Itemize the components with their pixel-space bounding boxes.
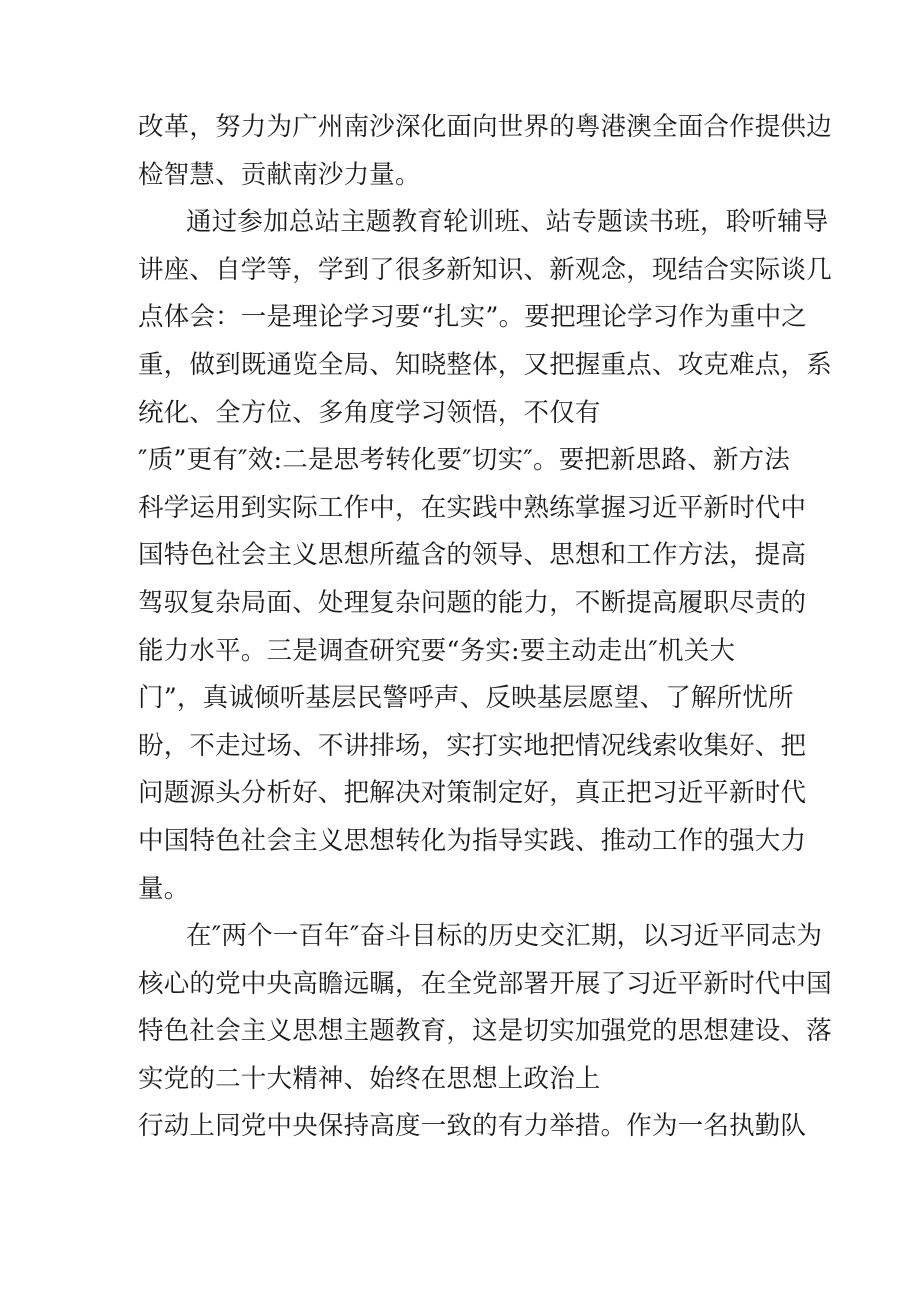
text-line: 能力水平。三是调查研究要“务实:要主动走出″机关大 (138, 635, 736, 666)
text-line: 行动上同党中央保持高度一致的有力举措。作为一名执勤队 (138, 1111, 807, 1142)
text-line: 驾驭复杂局面、处理复杂问题的能力，不断提高履职尽责的 (138, 587, 807, 618)
text-line: 点体会：一是理论学习要“扎实”。要把理论学习作为重中之 (138, 302, 807, 333)
text-line: 改革，努力为广州南沙深化面向世界的粤港澳全面合作提供边 (138, 112, 832, 142)
paragraph-start-line: 在″两个一百年″奋斗目标的历史交汇期，以习近平同志为 (186, 921, 823, 952)
text-line: 特色社会主义思想主题教育，这是切实加强党的思想建设、落 (138, 1016, 832, 1047)
text-line: 讲座、自学等，学到了很多新知识、新观念，现结合实际谈几 (138, 254, 832, 285)
text-line: 国特色社会主义思想所蕴含的领导、思想和工作方法，提高 (138, 540, 807, 571)
text-line: 问题源头分析好、把解决对策制定好，真正把习近平新时代 (138, 778, 807, 809)
document-body (138, 104, 832, 1151)
text-line: 实党的二十大精神、始终在思想上政治上 (138, 1063, 601, 1094)
text-line: ″质”更有″效:二是思考转化要″切实″。要把新思路、新方法 (138, 445, 791, 476)
text-line: 门”，真诚倾听基层民警呼声、反映基层愿望、了解所忧所 (138, 683, 794, 714)
text-line: 统化、全方位、多角度学习领悟，不仅有 (138, 397, 601, 428)
text-line: 重，做到既通览全局、知晓整体，又把握重点、攻克难点，系 (138, 349, 832, 380)
text-line: 检智慧、贡献南沙力量。 (138, 159, 421, 190)
text-line: 科学运用到实际工作中，在实践中熟练掌握习近平新时代中 (138, 492, 807, 523)
text-line: 核心的党中央高瞻远瞩，在全党部署开展了习近平新时代中国 (138, 968, 832, 999)
text-line: 量。 (138, 873, 190, 904)
text-line: 中国特色社会主义思想转化为指导实践、推动工作的强大力 (138, 825, 807, 856)
text-line: 盼，不走过场、不讲排场，实打实地把情况线索收集好、把 (138, 730, 807, 761)
paragraph-start-line: 通过参加总站主题教育轮训班、站专题读书班，聆听辅导 (186, 207, 829, 238)
